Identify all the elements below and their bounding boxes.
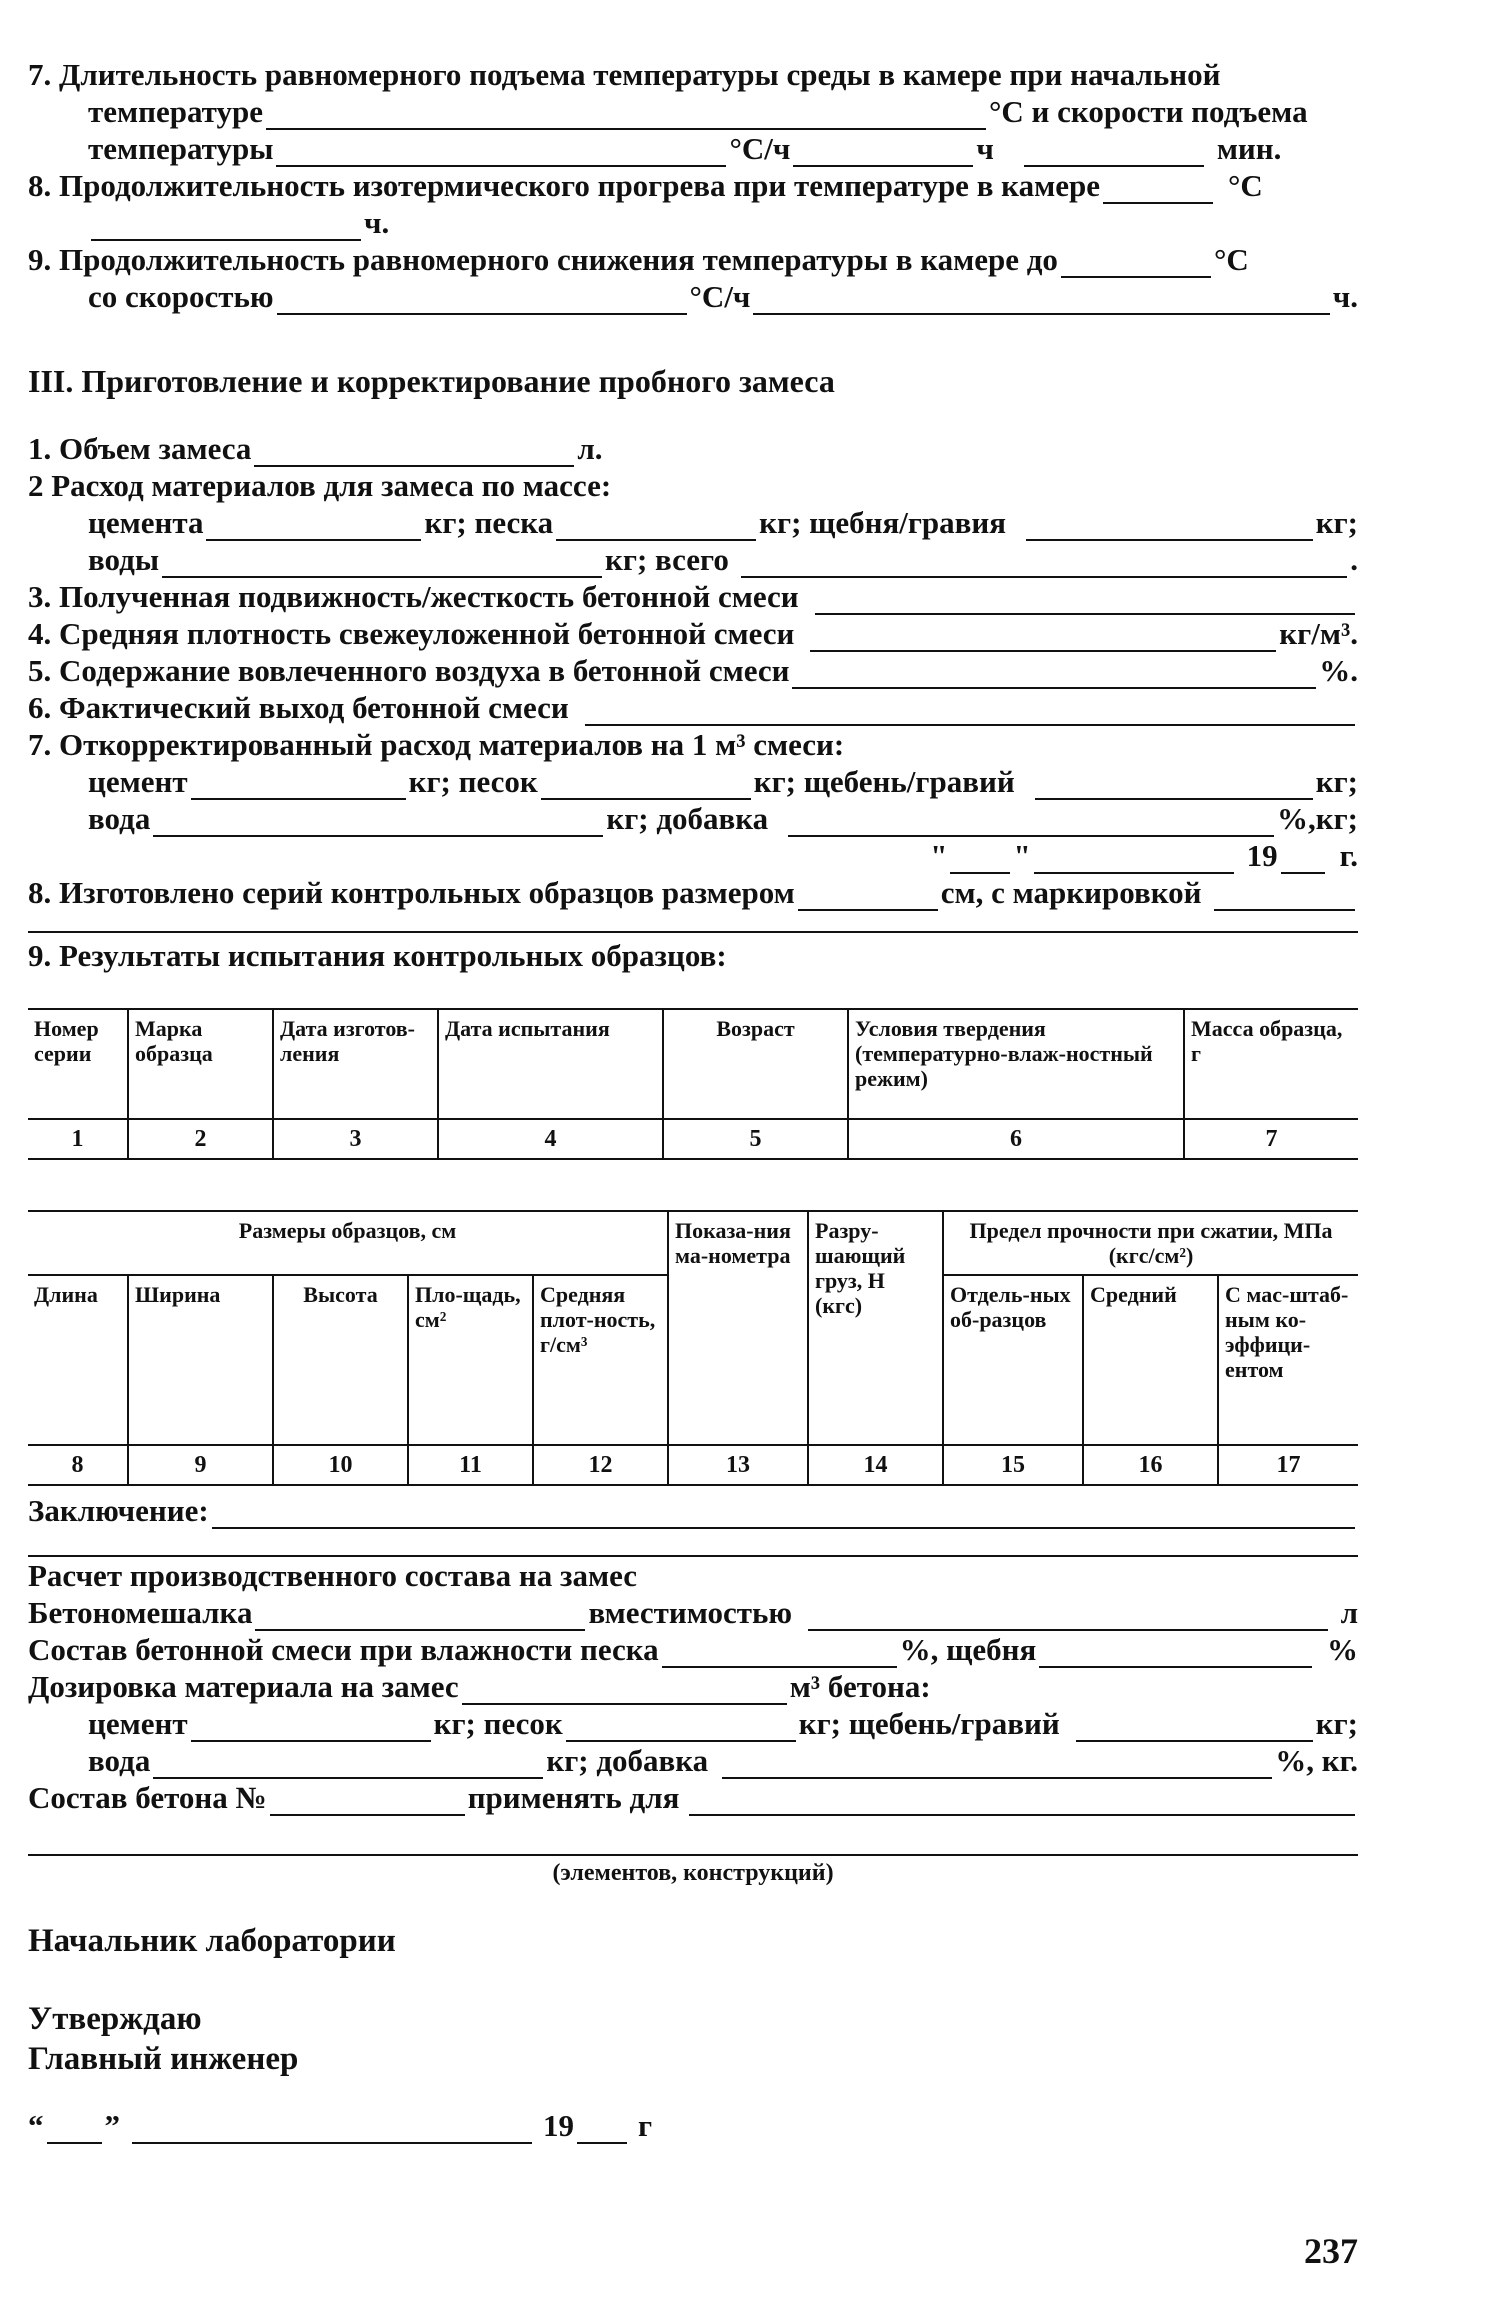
col-num: 3 <box>273 1119 438 1159</box>
col-num: 6 <box>848 1119 1184 1159</box>
section-3-title: III. Приготовление и корректирование пробного замеса <box>28 363 835 399</box>
dosage-line: Дозировка материала на замес м³ бетона: <box>28 1669 931 1704</box>
s3-item-1: 1. Объем замеса л. <box>28 431 603 466</box>
sig-year-field[interactable] <box>577 2114 627 2144</box>
th-age: Возраст <box>663 1009 848 1119</box>
th-width: Ширина <box>128 1275 273 1445</box>
s3-item-2-row2: воды кг; всего . <box>88 542 1358 577</box>
marking-continuation-line[interactable] <box>28 911 1358 933</box>
item-9-line2: со скоростью °С/ч ч. <box>88 279 1358 314</box>
marking-field[interactable] <box>1214 881 1355 911</box>
yield-field[interactable] <box>585 696 1355 726</box>
item-7-line3: температуры °С/ч ч мин. <box>88 131 1282 166</box>
th-sample-grade: Марка образца <box>128 1009 273 1119</box>
th-mean: Средний <box>1083 1275 1218 1445</box>
th-scale-factor: С мас-штаб-ным ко-эффици-ентом <box>1218 1275 1358 1445</box>
cooldown-hours-field[interactable] <box>753 285 1329 315</box>
dosage-row2: вода кг; добавка %, кг. <box>88 1743 1358 1778</box>
col-num: 7 <box>1184 1119 1358 1159</box>
sig-month-field[interactable] <box>132 2114 532 2144</box>
page-number: 237 <box>1304 2231 1358 2271</box>
date-month-field[interactable] <box>1034 844 1234 874</box>
col-num: 14 <box>808 1445 943 1485</box>
sand-kg-field[interactable] <box>556 511 756 541</box>
dosage-volume-field[interactable] <box>462 1675 787 1705</box>
col-num: 16 <box>1083 1445 1218 1485</box>
col-num: 2 <box>128 1119 273 1159</box>
item-7-line1: 7. Длительность равномерного подъема температуры среды в камере при начальной <box>28 57 1221 92</box>
col-num: 1 <box>28 1119 128 1159</box>
corr-sand-field[interactable] <box>541 770 751 800</box>
apply-for-field[interactable] <box>689 1786 1355 1816</box>
dose-gravel-field[interactable] <box>1076 1712 1313 1742</box>
s3-item-8: 8. Изготовлено серий контрольных образцов размером см, с маркировкой <box>28 874 1358 911</box>
air-content-field[interactable] <box>792 659 1316 689</box>
s3-item-2-row1: цемента кг; песка кг; щебня/гравия кг; <box>88 505 1358 540</box>
s3-item-6: 6. Фактический выход бетонной смеси <box>28 689 1358 726</box>
th-series-number: Номер серии <box>28 1009 128 1119</box>
dose-additive-field[interactable] <box>722 1749 1272 1779</box>
sand-moisture-field[interactable] <box>662 1638 897 1668</box>
col-num: 17 <box>1218 1445 1358 1485</box>
isothermal-temp-field[interactable] <box>1103 174 1213 204</box>
elements-caption: (элементов, конструкций) <box>552 1860 834 1886</box>
corr-additive-field[interactable] <box>788 807 1274 837</box>
samples-table-numbers <box>28 1119 1358 1159</box>
col-num: 15 <box>943 1445 1083 1485</box>
chief-engineer-label: Главный инженер <box>28 2041 299 2077</box>
col-num: 13 <box>668 1445 808 1485</box>
col-num: 10 <box>273 1445 408 1485</box>
s3-item-9: 9. Результаты испытания контрольных образцов: <box>28 938 727 973</box>
gravel-kg-field[interactable] <box>1026 511 1313 541</box>
th-curing-conditions: Условия твердения (температурно-влаж-ностный режим) <box>848 1009 1184 1119</box>
th-sample-mass: Масса образца, г <box>1184 1009 1358 1119</box>
density-field[interactable] <box>810 622 1276 652</box>
s3-item-5: 5. Содержание вовлеченного воздуха в бетонной смеси %. <box>28 653 1358 688</box>
s3-item-7: 7. Откорректированный расход материалов на 1 м³ смеси: <box>28 727 845 762</box>
th-breaking-load: Разру-шающий груз, Н (кгс) <box>808 1211 943 1445</box>
apply-continuation-line[interactable] <box>28 1816 1358 1856</box>
conclusion-continuation-line[interactable] <box>28 1529 1358 1557</box>
gravel-moisture-field[interactable] <box>1039 1638 1312 1668</box>
th-strength-group: Предел прочности при сжатии, МПа (кгс/см²) <box>943 1211 1358 1275</box>
dose-sand-field[interactable] <box>566 1712 796 1742</box>
cooldown-temp-field[interactable] <box>1061 248 1211 278</box>
water-kg-field[interactable] <box>162 548 602 578</box>
th-individual: Отдель-ных об-разцов <box>943 1275 1083 1445</box>
rise-minutes-field[interactable] <box>1024 137 1204 167</box>
th-area: Пло-щадь, см² <box>408 1275 533 1445</box>
calc-title: Расчет производственного состава на замес <box>28 1558 637 1593</box>
th-height: Высота <box>273 1275 408 1445</box>
total-kg-field[interactable] <box>741 548 1347 578</box>
th-test-date: Дата испытания <box>438 1009 663 1119</box>
item-9-line1: 9. Продолжительность равномерного снижения температуры в камере до °С <box>28 242 1249 277</box>
col-num: 5 <box>663 1119 848 1159</box>
batch-volume-field[interactable] <box>254 437 574 467</box>
s3-item-2: 2 Расход материалов для замеса по массе: <box>28 468 612 503</box>
item-7-line2: температуре °С и скорости подъема <box>88 94 1308 129</box>
th-density: Средняя плот-ность, г/см³ <box>533 1275 668 1445</box>
capacity-field[interactable] <box>808 1601 1328 1631</box>
dose-cement-field[interactable] <box>191 1712 431 1742</box>
cooldown-rate-field[interactable] <box>277 285 687 315</box>
cement-kg-field[interactable] <box>206 511 421 541</box>
signature-date-line: “ ” 19 г <box>28 2108 653 2143</box>
initial-temp-field[interactable] <box>266 100 986 130</box>
item-8-line2: ч. <box>28 204 1358 241</box>
col-num: 8 <box>28 1445 128 1485</box>
s3-date-line: " " 19 г. <box>930 838 1358 873</box>
conclusion-field[interactable] <box>212 1499 1355 1529</box>
corr-cement-field[interactable] <box>191 770 406 800</box>
item-8-line1: 8. Продолжительность изотермического прогрева при температуре в камере °С <box>28 168 1263 203</box>
col-num: 12 <box>533 1445 668 1485</box>
workability-field[interactable] <box>815 585 1355 615</box>
moisture-line: Состав бетонной смеси при влажности песка %, щебня % <box>28 1632 1358 1667</box>
sig-day-field[interactable] <box>47 2114 102 2144</box>
strength-table <box>28 1210 1358 1486</box>
mixer-field[interactable] <box>255 1601 585 1631</box>
date-year-field[interactable] <box>1281 844 1325 874</box>
form-page <box>28 56 1358 2144</box>
th-length: Длина <box>28 1275 128 1445</box>
corr-gravel-field[interactable] <box>1035 770 1313 800</box>
th-gauge: Показа-ния ма-нометра <box>668 1211 808 1445</box>
col-num: 4 <box>438 1119 663 1159</box>
composition-line: Состав бетона № применять для <box>28 1779 1358 1816</box>
corr-water-field[interactable] <box>153 807 603 837</box>
sample-size-field[interactable] <box>798 881 938 911</box>
dosage-row1: цемент кг; песок кг; щебень/гравий кг; <box>88 1706 1358 1741</box>
dose-water-field[interactable] <box>153 1749 543 1779</box>
rise-hours-field[interactable] <box>793 137 973 167</box>
lab-head-label: Начальник лаборатории <box>28 1923 396 1959</box>
s3-item-3: 3. Полученная подвижность/жесткость бетонной смеси <box>28 578 1358 615</box>
rise-rate-field[interactable] <box>276 137 726 167</box>
col-num: 9 <box>128 1445 273 1485</box>
s3-item-4: 4. Средняя плотность свежеуложенной бетонной смеси кг/м³. <box>28 616 1358 651</box>
conclusion-line: Заключение: <box>28 1492 1358 1529</box>
col-num: 11 <box>408 1445 533 1485</box>
samples-table <box>28 1008 1358 1160</box>
s3-item-7-row1: цемент кг; песок кг; щебень/гравий кг; <box>88 764 1358 799</box>
approve-label: Утверждаю <box>28 2001 202 2037</box>
samples-table-header <box>28 1009 1358 1119</box>
th-manufacture-date: Дата изготов-ления <box>273 1009 438 1119</box>
s3-item-7-row2: вода кг; добавка %,кг; <box>88 801 1358 836</box>
composition-number-field[interactable] <box>270 1786 465 1816</box>
th-sizes-group: Размеры образцов, см <box>28 1211 668 1275</box>
date-day-field[interactable] <box>950 844 1010 874</box>
mixer-line: Бетономешалка вместимостью л <box>28 1595 1358 1630</box>
isothermal-hours-field[interactable] <box>91 211 361 241</box>
